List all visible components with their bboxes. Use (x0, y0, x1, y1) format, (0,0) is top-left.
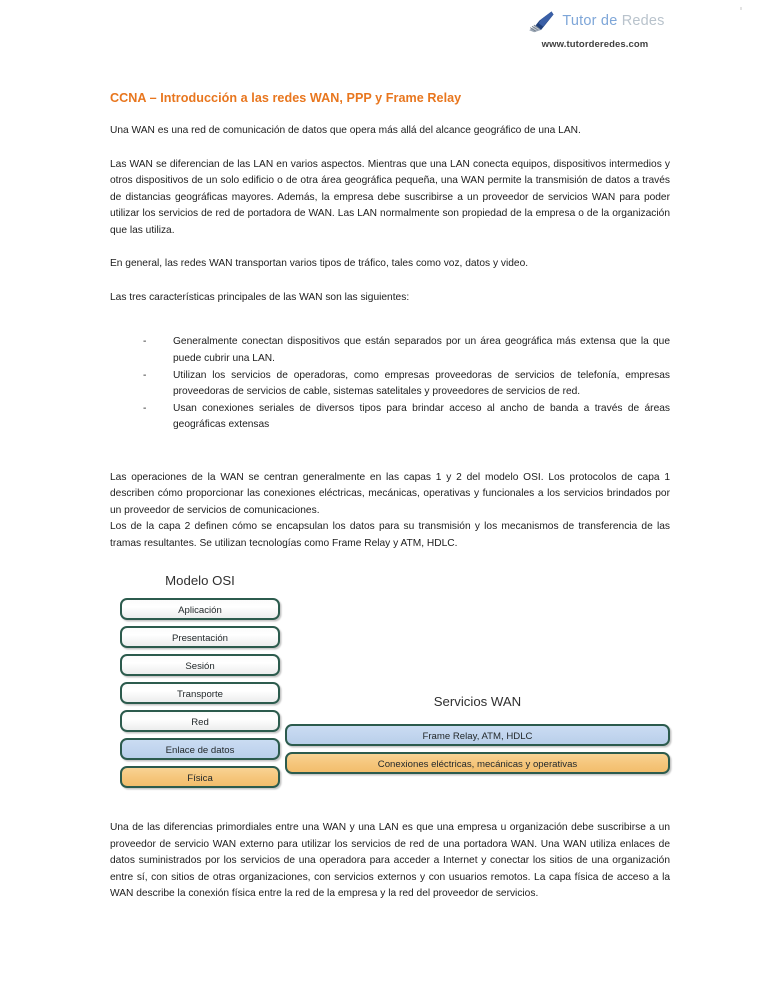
brand-word-secondary: Redes (621, 13, 665, 29)
page-title: CCNA – Introducción a las redes WAN, PPP y Frame Relay (110, 91, 462, 105)
osi-model-heading: Modelo OSI (165, 573, 235, 589)
paragraph-intro: Una WAN es una red de comunicación de datos que opera más allá del alcance geográfico de una LAN. (110, 125, 581, 137)
wan-characteristics-list (110, 334, 670, 433)
osi-layer-transport: Transporte (120, 682, 280, 704)
bullet-dash-icon: - (143, 336, 147, 348)
paragraph-traffic-types: En general, las redes WAN transportan varios tipos de tráfico, tales como voz, datos y video. (110, 258, 529, 270)
page-header (0, 0, 768, 62)
list-item-text: Utilizan los servicios de operadoras, como empresas proveedoras de servicios de telefonía, empresas proveedoras de servicios de cable, sistemas satelitales y proveedores de servicios de red. (173, 369, 670, 398)
corner-artifact (740, 7, 742, 10)
paragraph-osi-layer1: Las operaciones de la WAN se centran generalmente en las capas 1 y 2 del modelo OSI. Los protocolos de capa 1 describen cómo proporcionar las conexiones eléctricas, mecánicas, operativas y funcionales a los servicios brindados por un proveedor de servicios de comunicaciones. (110, 471, 670, 516)
document-body (0, 90, 768, 923)
wan-services-rows (285, 724, 670, 780)
osi-layer-presentation: Presentación (120, 626, 280, 648)
list-item-text: Usan conexiones seriales de diversos tipos para brindar acceso al ancho de banda a través de áreas geográficas extensas (173, 402, 670, 431)
site-logo (500, 8, 690, 50)
paragraph-osi-layer2: Los de la capa 2 definen cómo se encapsulan los datos para su transmisión y los mecanismos de transferencia de las tramas resultantes. Se utilizan tecnologías como Frame Relay y ATM, HDLC. (110, 521, 670, 549)
page-bottom-spacer (110, 903, 670, 923)
osi-layer-application: Aplicación (120, 598, 280, 620)
list-item (143, 334, 670, 367)
osi-layer-stack (120, 598, 280, 788)
osi-wan-diagram (110, 570, 670, 792)
osi-layer-session: Sesión (120, 654, 280, 676)
brand-name (562, 13, 664, 29)
wan-row-layer1: Conexiones eléctricas, mecánicas y operativas (285, 752, 670, 774)
osi-layer-physical: Física (120, 766, 280, 788)
osi-model-column (120, 570, 280, 794)
paragraph-wan-vs-lan: Las WAN se diferencian de las LAN en varios aspectos. Mientras que una LAN conecta equipos, dispositivos intermedios y otros dispositivos de un solo edificio o de otra área geográfica pequeña, una WAN permite la transmisión de datos a través de distancias geográficas mayores. Además, la empresa debe suscribirse a un proveedor de servicios WAN para poder utilizar los servicios de red de portadora de WAN. Las LAN normalmente son propiedad de la empresa o de la organización que las utiliza. (110, 158, 670, 236)
list-item (143, 401, 670, 434)
site-url: www.tutorderedes.com (541, 39, 649, 50)
list-item-text: Generalmente conectan dispositivos que están separados por un área geográfica más extensa que la que puede cubrir una LAN. (173, 336, 670, 364)
bullet-dash-icon: - (143, 402, 147, 414)
paragraph-wan-provider: Una de las diferencias primordiales entre una WAN y una LAN es que una empresa u organización debe suscribirse a un proveedor de servicio WAN externo para utilizar los servicios de red de una portadora WAN. Una WAN utiliza enlaces de datos suministrados por los servicios de una operadora para acceder a Internet y conectar los sitios de una organización entre sí, con sitios de otras organizaciones, con servicios externos y con usuarios remotos. La capa física de acceso a la WAN describe la conexión física entre la red de la empresa y la red del proveedor de servicios. (110, 822, 670, 900)
bullet-dash-icon: - (143, 369, 147, 381)
wan-services-heading: Servicios WAN (433, 694, 522, 710)
osi-layer-data-link: Enlace de datos (120, 738, 280, 760)
rj45-cable-icon (525, 9, 555, 33)
list-item (143, 368, 670, 401)
paragraph-features-lead: Las tres características principales de las WAN son las siguientes: (110, 291, 410, 303)
osi-layer-network: Red (120, 710, 280, 732)
wan-row-layer2: Frame Relay, ATM, HDLC (285, 724, 670, 746)
brand-word-primary: Tutor de (562, 13, 618, 29)
